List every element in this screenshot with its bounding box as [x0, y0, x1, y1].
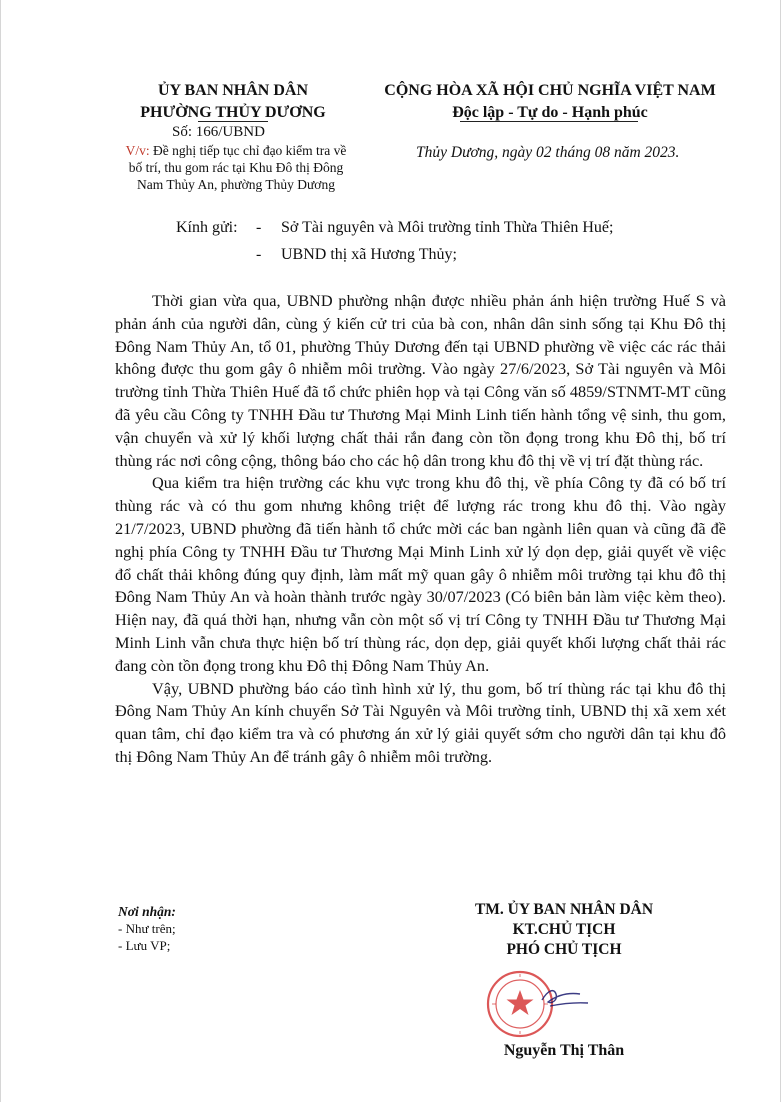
signature-title-3: PHÓ CHỦ TỊCH — [506, 941, 622, 958]
official-stamp-icon — [484, 966, 594, 1042]
body-paragraph: Thời gian vừa qua, UBND phường nhận được nhiều phản ánh hiện trường Huế S và phản ánh của người dân, cùng ý kiến cử tri của bà con, nhân dân sinh sống tại Khu Đô thị Đông Nam Thủy An, tổ 01, phường Thủy Dương đến tại UBND phường về việc các rác thải không được thu gom gây ô nhiễm môi trường. Vào ngày 27/6/2023, Sở Tài nguyên và Môi trường tỉnh Thừa Thiên Huế đã tổ chức phiên họp và tại Công văn số 4859/STNMT-MT cũng đã yêu cầu Công ty TNHH Đầu tư Thương Mại Minh Linh tiến hành tổng vệ sinh, thu gom, vận chuyển và xử lý khối lượng chất thải rắn đang còn tồn đọng trong khu Đô thị, bố trí thùng rác nơi công cộng, thông báo cho các hộ dân trong khu đô thị về vị trí đặt thùng rác. — [115, 291, 726, 470]
nation-name: CỘNG HÒA XÃ HỘI CHỦ NGHĨA VIỆT NAM — [384, 82, 716, 99]
body-paragraph: Qua kiểm tra hiện trường các khu vực trong khu đô thị, về phía Công ty đã có bố trí thùng rác và có thu gom nhưng không triệt để lượng rác trong khu đô thị. Vào ngày 21/7/2023, UBND phường đã tiến hành tổ chức mời các ban ngành liên quan và cũng đã đề nghị phía Công ty TNHH Đầu tư Thương Mại Minh Linh xử lý dọn dẹp, giải quyết về việc đổ chất thải không đúng quy định, làm mất mỹ quan gây ô nhiễm môi trường tại khu đô thị Đông Nam Thủy An và hoàn thành trước ngày 30/07/2023 (Có biên bản làm việc kèm theo). Hiện nay, đã quá thời hạn, nhưng vẫn còn một số vị trí Công ty TNHH Đầu tư Thương Mại Minh Linh vẫn chưa thực hiện bố trí thùng rác, dọn dẹp, giải quyết khối lượng chất thải rác đang còn tồn đọng trong khu Đô thị Đông Nam Thủy An. — [115, 473, 726, 675]
signature-block — [440, 900, 688, 960]
signature-title-2: KT.CHỦ TỊCH — [512, 921, 616, 938]
subject-line-1: Đề nghị tiếp tục chỉ đạo kiểm tra về — [149, 143, 347, 158]
body-paragraph: Vậy, UBND phường báo cáo tình hình xử lý, thu gom, bố trí thùng rác tại khu đô thị Đông Nam Thủy An kính chuyển Sở Tài Nguyên và Môi trường tỉnh, UBND thị xã xem xét quan tâm, chỉ đạo kiểm tra và có phương án xử lý giải quyết sớm cho người dân tại khu đô thị Đông Nam Thủy An để tránh gây ô nhiễm môi trường. — [115, 678, 726, 766]
recipients-list-title: Nơi nhận: — [118, 904, 176, 919]
signer-name: Nguyễn Thị Thân — [503, 1042, 625, 1059]
org-line-2: PHƯỜNG THỦY DƯƠNG — [140, 104, 326, 121]
subject-prefix: V/v: — [125, 143, 150, 158]
motto-underline — [460, 121, 638, 122]
recipient-dash: - — [256, 246, 262, 263]
issuing-organization — [108, 80, 358, 124]
recipient-item: Sở Tài nguyên và Môi trường tỉnh Thừa Thiên Huế; — [281, 219, 614, 236]
recipient-dash: - — [256, 219, 262, 236]
recipients-label: Kính gửi: — [176, 219, 238, 236]
recipients-list-item: - Như trên; — [118, 921, 176, 936]
signature-title-1: TM. ỦY BAN NHÂN DÂN — [474, 901, 654, 918]
org-underline — [198, 121, 268, 122]
recipients-list-item: - Lưu VP; — [118, 938, 171, 953]
org-line-1: ỦY BAN NHÂN DÂN — [157, 82, 309, 99]
document-subject — [86, 142, 386, 193]
recipients-list — [118, 903, 176, 954]
recipients-block — [176, 214, 613, 268]
subject-line-2: bố trí, thu gom rác tại Khu Đô thị Đông — [128, 160, 344, 175]
place-and-date: Thủy Dương, ngày 02 tháng 08 năm 2023. — [416, 144, 680, 161]
recipient-item: UBND thị xã Hương Thủy; — [281, 246, 457, 263]
letter-body — [115, 290, 726, 769]
document-number: Số: 166/UBND — [172, 124, 265, 140]
national-heading — [370, 80, 730, 124]
motto: Độc lập - Tự do - Hạnh phúc — [452, 104, 648, 121]
subject-line-3: Nam Thủy An, phường Thủy Dương — [137, 177, 335, 192]
